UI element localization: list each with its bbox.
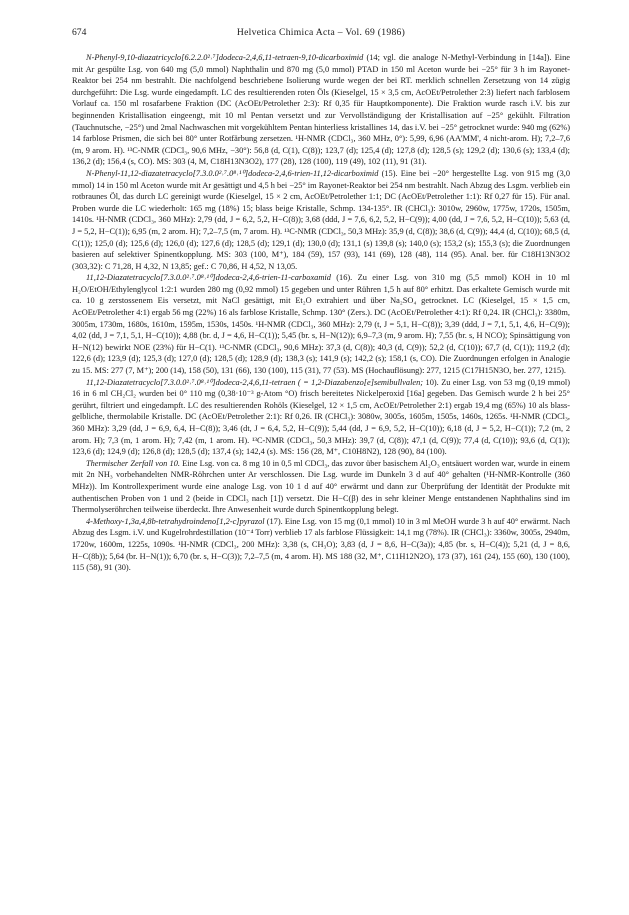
paragraph-text: (16). Zu einer Lsg. von 310 mg (5,5 mmol) KOH in 10 ml H₂O/EtOH/Ethylenglycol 1:2:1 wurden 280 mg (0,92 mmol) 15 gegeben und unter Rühren 1,5 h auf 80° erhitzt. Das erkaltete Gemisch wurde mit ca. 10 g zerstossenem Eis versetzt, mit NaCl gesättigt, mit Et₂O extrahiert und über Na₂SO₄ getrocknet. LC (Kieselgel, 15 × 1,5 cm, AcOEt/Petrolether 4:1) ergab 56 mg (22%) 16 als farblose Kristalle, Schmp. 130° (Zers.). DC (AcOEt/Petrolether 4:1): Rf 0,24. IR (CHCl₃): 3380m, 3005m, 1730m, 1680s, 1610m, 1595m, 1530s, 1450s. ¹H-NMR (CDCl₃, 360 MHz): 2,79 (t, J = 5,1, H−C(8)); 3,39 (ddd, J = 7,1, 5,1, 4,6, H−C(9)); 4,02 (dd, J = 7,1, 5,1, H−C(10)); 4,88 (br. d, J = 4,6, H−C(1)); 5,45 (br. s, H−N(12)); 6,9–7,3 (m, 9 arom. H); 7,55 (br. s, H NCO); Spinsättigung von H−N(12) bewirkt NOE (23%) für H−C(1). ¹³C-NMR (CDCl₃, 90,6 MHz): 37,3 (d, C(8)); 40,3 (d, C(9)); 52,2 (d, C(10)); 67,7 (d, C(1)); 119,2 (d); 122,6 (d); 123,9 (d); 125,3 (d); 127,0 (d); 128,5 (d); 128,9 (d); 138,3 (s); 141,9 (s); 142,2 (s); 158,1 (s, CO). Die Zuordnungen erfolgen in Analogie zu 15. MS: 277 (7, M⁺); 200 (14), 158 (50), 131 (66), 130 (100), 115 (31), 77 (53). MS (Hochauflösung): 277, 1215 (C17H15N3O, ber. 277, 1215). — [72, 273, 570, 376]
section-title: Thermischer Zerfall von 10. — [86, 458, 180, 468]
paragraph-compound-16 — [72, 272, 570, 376]
compound-title: N-Phenyl-9,10-diazatricyclo[6.2.2.0²˒⁷]dodeca-2,4,6,11-tetraen-9,10-dicarboximid — [86, 53, 364, 62]
paragraph-compound-15 — [72, 168, 570, 272]
paragraph-compound-17 — [72, 516, 570, 574]
compound-title: 11,12-Diazatetracyclo[7.3.0.0²˒⁷.0⁸˒¹⁰]dodeca-2,4,6-trien-11-carboxamid — [86, 273, 331, 283]
paragraph-text: Eine Lsg. von ca. 8 mg 10 in 0,5 ml CDCl₃, das zuvor über basischem Al₂O₃ entsäuert worden war, wurde in einem mit 2n NH₃ vorbehandelten NMR-Röhrchen unter Ar verschlossen. Die Lsg. wurde im Dunkeln 3 d auf 40° gehalten (¹H-NMR-Kontrolle (360 MHz)). Im Kontrollexperiment wurde eine analoge Lsg. von 10 1 d auf 40° erwärmt und dann zur Überprüfung der Identität der Produkte mit authentischen Proben von 1 und 2 (beide in CDCl₃ nach [1]) versetzt. Die H−C(β) des in sehr kleiner Menge entstandenen Naphthalins sind im Thermolyseröhrchen teilweise überdeckt. Ihre Anwesenheit wurde durch Spinentkopplung belegt. — [72, 458, 570, 515]
page-header — [72, 26, 570, 40]
compound-title: 4-Methoxy-1,3a,4,8b-tetrahydroindeno[1,2-c]pyrazol — [86, 516, 265, 526]
paragraph-thermal-decomposition — [72, 458, 570, 516]
article-body — [72, 52, 570, 574]
paragraph-text: (15). Eine bei −20° hergestellte Lsg. von 915 mg (3,0 mmol) 14 in 150 ml Aceton wurde mit Ar gesättigt und 4,5 h bei −25° im Rayonet-Reaktor bei 254 nm bestrahlt. Nach Abzug des Lsgm. verblieb ein rotbraunes Öl, das durch LC gereinigt wurde (Kieselgel, 15 × 2 cm, AcOEt/Petrolether 1:1; DC (AcOEt/Petrolether 1:1): Rf 0,27 für 15). Für anal. Proben wurde die LC wiederholt: 165 mg (18%) 15; blass beige Kristalle, Schmp. 134-135°. IR (CHCl₃): 3010w, 2960w, 1775w, 1720s, 1505m, 1410s. ¹H-NMR (CDCl₃, 360 MHz): 2,79 (dd, J = 6,2, 5,2, H−C(8)); 3,68 (ddd, J = 7,6, 6,2, 5,2, H−C(9)); 4,00 (dd, J = 7,6, 5,2, H−C(10)); 5,63 (d, J = 5,2, H−C(1)); 6,95 (m, 2 arom. H); 7,2–7,5 (m, 7 arom. H). ¹³C-NMR (CDCl₃, 50,3 MHz): 35,9 (d, C(8)); 38,6 (d, C(9)); 44,4 (d, C(10)); 68,5 (d, C(1)); 125,0 (d); 125,6 (d); 126,0 (d); 127,6 (d); 128,5 (d); 129,1 (d); 130,0 (d); 131,1 (s) 139,8 (s); 140,0 (s); 153,2 (s); 155,3 (s); die Zuordnungen basieren auf selektiver Spinentkopplung. MS: 303 (100, M⁺), 184 (59), 157 (93), 141 (69), 128 (48), 114 (95). Anal. ber. für C18H13N3O2 (303,32): C 71,28, H 4,32, N 13,85; gef.: C 70,86, H 4,52, N 13,05. — [72, 168, 570, 271]
compound-title: N-Phenyl-11,12-diazatetracyclo[7.3.0.0²˒⁷.0⁸˒¹⁰]dodeca-2,4,6-trien-11,12-dicarboximid — [86, 168, 379, 178]
compound-title: 11,12-Diazatetracyclo[7.3.0.0²˒⁷.0⁸˒¹⁰]dodeca-2,4,6,11-tetraen ( = 1,2-Diazabenzo[e]semibullvalen; — [86, 377, 424, 387]
paragraph-text: (14; vgl. die analoge N-Methyl-Verbindung in [14a]). Eine mit Ar gespülte Lsg. von 640 mg (5,0 mmol) Naphthalin und 870 mg (5,0 mmol) PTAD in 150 ml Aceton wurde bei −25° für 3 h im Rayonet-Reaktor bei 254 nm bestrahlt. Die nachfolgend beschriebene Isolierung wurde wegen der bei RT. merklich schnellen Zersetzung von 14 zügig durchgeführt: Die Lsg. wurde eingedampft. LC des resultierenden roten Öls (Kieselgel, 15 × 3,5 cm, AcOEt/Petrolether 2:3) liefert nach farblosem Vorlauf ca. 150 ml rosafarbene Fraktion (DC (AcOEt/Petrolether 2:3): Rf 0,35 für Hauptkomponente). Die Fraktion wurde rasch i.V. bis zur beginnenden Kristallisation eingeengt, mit 10 ml Pentan versetzt und zur Vervollständigung der Kristallisation auf −25° gekühlt. Filtration (Tauchnutsche, −25°) und 2mal Nachwaschen mit vorgekühltem Pentan hinterliess kristallines 14, das i.V. bei −25° getrocknet wurde: 940 mg (62%) 14 farblose Prismen, die sich bei 80° unter Rotfärbung zersetzen. ¹H-NMR (CDCl₃, 360 MHz, 0°): 5,99, 6,96 (AA'MM', 4 nicht-arom. H); 7,2–7,6 (m, 9 arom. H). ¹³C-NMR (CDCl₃, 90,6 MHz, −30°): 56,8 (d, C(1), C(8)); 123,7 (d); 125,4 (d); 127,8 (d); 128,5 (s); 129,2 (d); 130,6 (s); 133,4 (d); 136,2 (d); 156,4 (s, CO). MS: 303 (4, M, C18H13N3O2), 177 (28), 128 (100), 119 (49), 102 (11), 91 (31). — [72, 53, 570, 167]
paragraph-compound-10 — [72, 377, 570, 458]
page-number: 674 — [72, 27, 87, 38]
paragraph-compound-14 — [72, 52, 570, 168]
paragraph-text: (17). Eine Lsg. von 15 mg (0,1 mmol) 10 in 3 ml MeOH wurde 3 h auf 40° erwärmt. Nach Abzug des Lsgm. i.V. und Kugelrohrdestillation (10⁻⁴ Torr) verblieb 17 als farblose Flüssigkeit: 14,1 mg (78%). IR (CHCl₃): 3360w, 3005s, 2940m, 1720w, 1600m, 1225s, 1090s. ¹H-NMR (CDCl₃, 200 MHz): 3,38 (s, CH₃O); 3,83 (d, J = 8,6, H−C(3a)); 4,85 (br. s, H−C(4)); 5,21 (d, J = 8,6, H−C(8b)); 5,64 (br. H−N(1)); 6,70 (br. s, H−C(3)); 7,2–7,5 (m, 4 arom. H). MS 188 (32, M⁺, C11H12N2O), 173 (37), 161 (24), 155 (60), 130 (100), 115 (58), 91 (30). — [72, 516, 570, 573]
running-head: Helvetica Chimica Acta – Vol. 69 (1986) — [236, 27, 406, 38]
paragraph-text: 10). Zu einer Lsg. von 53 mg (0,19 mmol) 16 in 6 ml CH₂Cl₂ wurden bei 0° 110 mg (0,38·10⁻³ g-Atom °O) frisch bereitetes Nickelperoxid [16a] gegeben. Das Gemisch wurde 2 h bei 25° gerührt, filtriert und eingedampft. LC des resultierenden Rohöls (Kieselgel, 12 × 1,5 cm, AcOEt/Petrolether 2:1) ergab 19,4 mg (65%) 10 als blass-gelbliche, thermolabile Kristalle. DC (AcOEt/Petrolether 2:1): Rf 0,26. IR (CHCl₃): 3080w, 3005s, 1605m, 1505s, 1460s, 1265s. ¹H-NMR (CDCl₃, 360 MHz): 3,29 (dd, J = 6,9, 6,4, H−C(8)); 3,46 (dt, J = 6,4, 5,2, H−C(9)); 5,44 (dd, J = 6,9, 5,2, H−C(10)); 6,18 (d, J = 5,2, H−C(1)); 7,2 (m, 2 arom. H); 7,3 (m, 1 arom. H); 7,42 (m, 1 arom. H). ¹³C-NMR (CDCl₃, 50,3 MHz): 39,7 (d, C(8)); 47,1 (d, C(9)); 77,4 (d, C(10)); 93,6 (d, C(1)); 123,6 (d); 124,9 (d); 126,8 (d); 128,5 (d); 137,4 (s); 142,4 (s). MS: 156 (28, M⁺, C10H8N2), 128 (90), 84 (100). — [72, 377, 571, 457]
